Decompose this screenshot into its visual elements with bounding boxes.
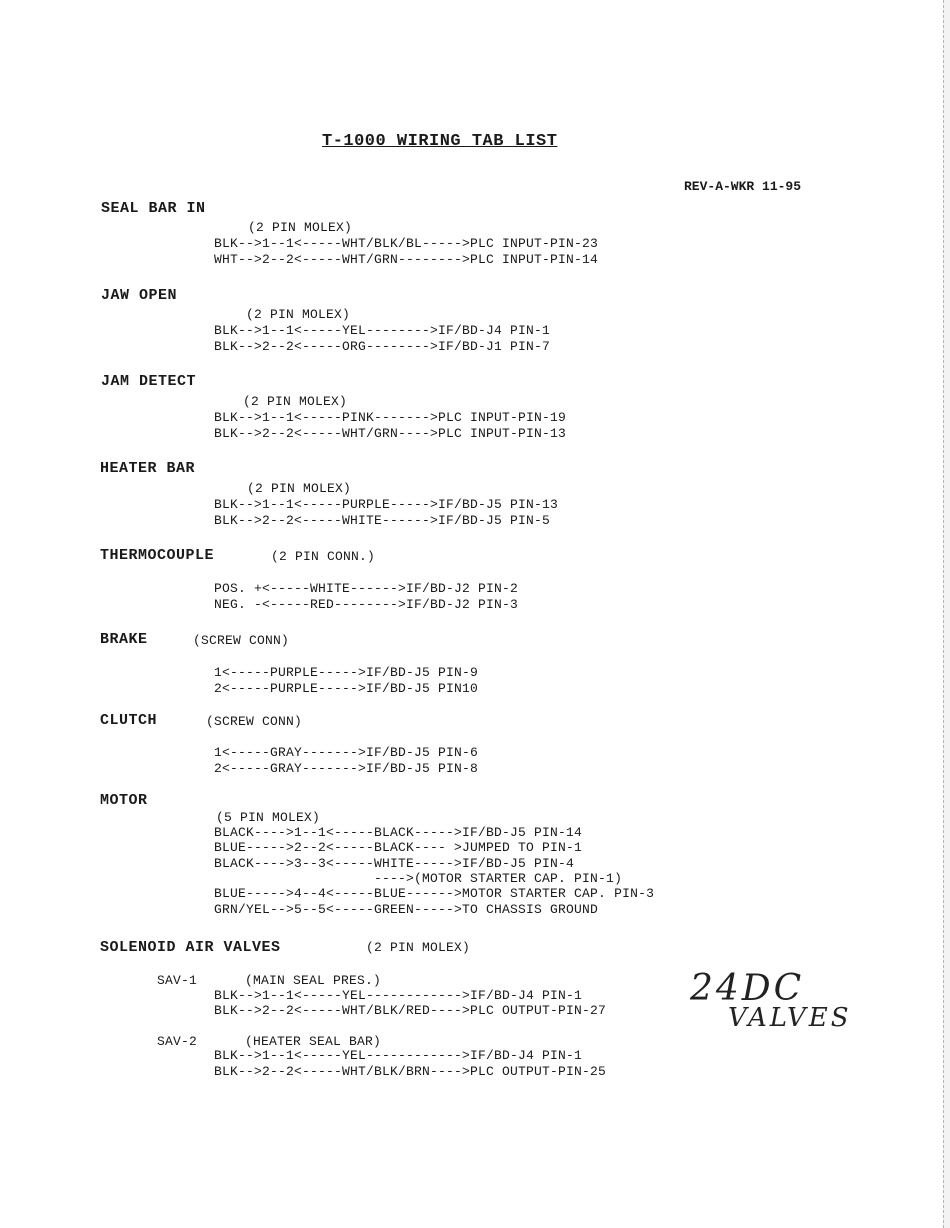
wire-line: BLK-->2--2<-----WHT/GRN---->PLC INPUT-PIN-13 [214,426,567,441]
wire-line: BLK-->2--2<-----WHT/BLK/RED---->PLC OUTPUT-PIN-27 [214,1003,607,1018]
revision-label: REV-A-WKR 11-95 [684,179,802,194]
section-header-jam-detect: JAM DETECT [101,373,197,390]
wire-line: ---->(MOTOR STARTER CAP. PIN-1) [214,871,623,886]
wire-line: BLK-->1--1<-----PINK------->PLC INPUT-PIN-19 [214,410,567,425]
connector-label: (2 PIN MOLEX) [246,307,351,322]
valve-description: (HEATER SEAL BAR) [245,1034,382,1049]
wire-line: 2<-----PURPLE----->IF/BD-J5 PIN10 [214,681,479,696]
wire-line: BLK-->1--1<-----YEL------------>IF/BD-J4 PIN-1 [214,988,583,1003]
page-edge [943,0,950,1228]
wire-line: BLK-->2--2<-----ORG-------->IF/BD-J1 PIN-7 [214,339,551,354]
section-header-motor: MOTOR [100,792,148,809]
wire-line: WHT-->2--2<-----WHT/GRN-------->PLC INPUT-PIN-14 [214,252,599,267]
wire-line: BLK-->1--1<-----YEL------------>IF/BD-J4 PIN-1 [214,1048,583,1063]
valve-label-sav-2: SAV-2 [157,1034,198,1049]
handwritten-note-line-2: VALVES [728,1003,852,1033]
wire-line: 1<-----PURPLE----->IF/BD-J5 PIN-9 [214,665,479,680]
section-header-thermocouple: THERMOCOUPLE [100,547,215,564]
valve-label-sav-1: SAV-1 [157,973,198,988]
section-header-jaw-open: JAW OPEN [101,287,178,304]
wire-line: BLUE----->4--4<-----BLUE------>MOTOR STARTER CAP. PIN-3 [214,886,655,901]
wire-line: BLUE----->2--2<-----BLACK---- >JUMPED TO PIN-1 [214,840,583,855]
section-header-clutch: CLUTCH [100,712,158,729]
document-title: T-1000 WIRING TAB LIST [322,132,558,151]
connector-label: (2 PIN MOLEX) [248,220,353,235]
connector-label: (2 PIN MOLEX) [243,394,348,409]
connector-label: (5 PIN MOLEX) [216,810,321,825]
handwritten-note-line-1: 24DC [690,968,805,1009]
section-header-heater-bar: HEATER BAR [100,460,196,477]
wire-line: BLACK---->3--3<-----WHITE----->IF/BD-J5 PIN-4 [214,856,575,871]
wire-line: BLK-->1--1<-----YEL-------->IF/BD-J4 PIN-1 [214,323,551,338]
wire-line: POS. +<-----WHITE------>IF/BD-J2 PIN-2 [214,581,519,596]
connector-label: (2 PIN MOLEX) [247,481,352,496]
wire-line: BLK-->1--1<-----WHT/BLK/BL----->PLC INPUT-PIN-23 [214,236,599,251]
connector-label: (2 PIN CONN.) [271,549,376,564]
wire-line: 2<-----GRAY------->IF/BD-J5 PIN-8 [214,761,479,776]
wire-line: GRN/YEL-->5--5<-----GREEN----->TO CHASSIS GROUND [214,902,599,917]
wire-line: NEG. -<-----RED-------->IF/BD-J2 PIN-3 [214,597,519,612]
connector-label: (SCREW CONN) [193,633,290,648]
wire-line: BLK-->1--1<-----PURPLE----->IF/BD-J5 PIN-13 [214,497,559,512]
valve-description: (MAIN SEAL PRES.) [245,973,382,988]
section-header-brake: BRAKE [100,631,148,648]
connector-label: (SCREW CONN) [206,714,303,729]
connector-label: (2 PIN MOLEX) [366,940,471,955]
wire-line: BLK-->2--2<-----WHT/BLK/BRN---->PLC OUTPUT-PIN-25 [214,1064,607,1079]
wire-line: BLK-->2--2<-----WHITE------>IF/BD-J5 PIN-5 [214,513,551,528]
section-header-seal-bar-in: SEAL BAR IN [101,200,206,217]
wire-line: 1<-----GRAY------->IF/BD-J5 PIN-6 [214,745,479,760]
wire-line: BLACK---->1--1<-----BLACK----->IF/BD-J5 PIN-14 [214,825,583,840]
section-header-solenoid-air-valves: SOLENOID AIR VALVES [100,939,281,956]
